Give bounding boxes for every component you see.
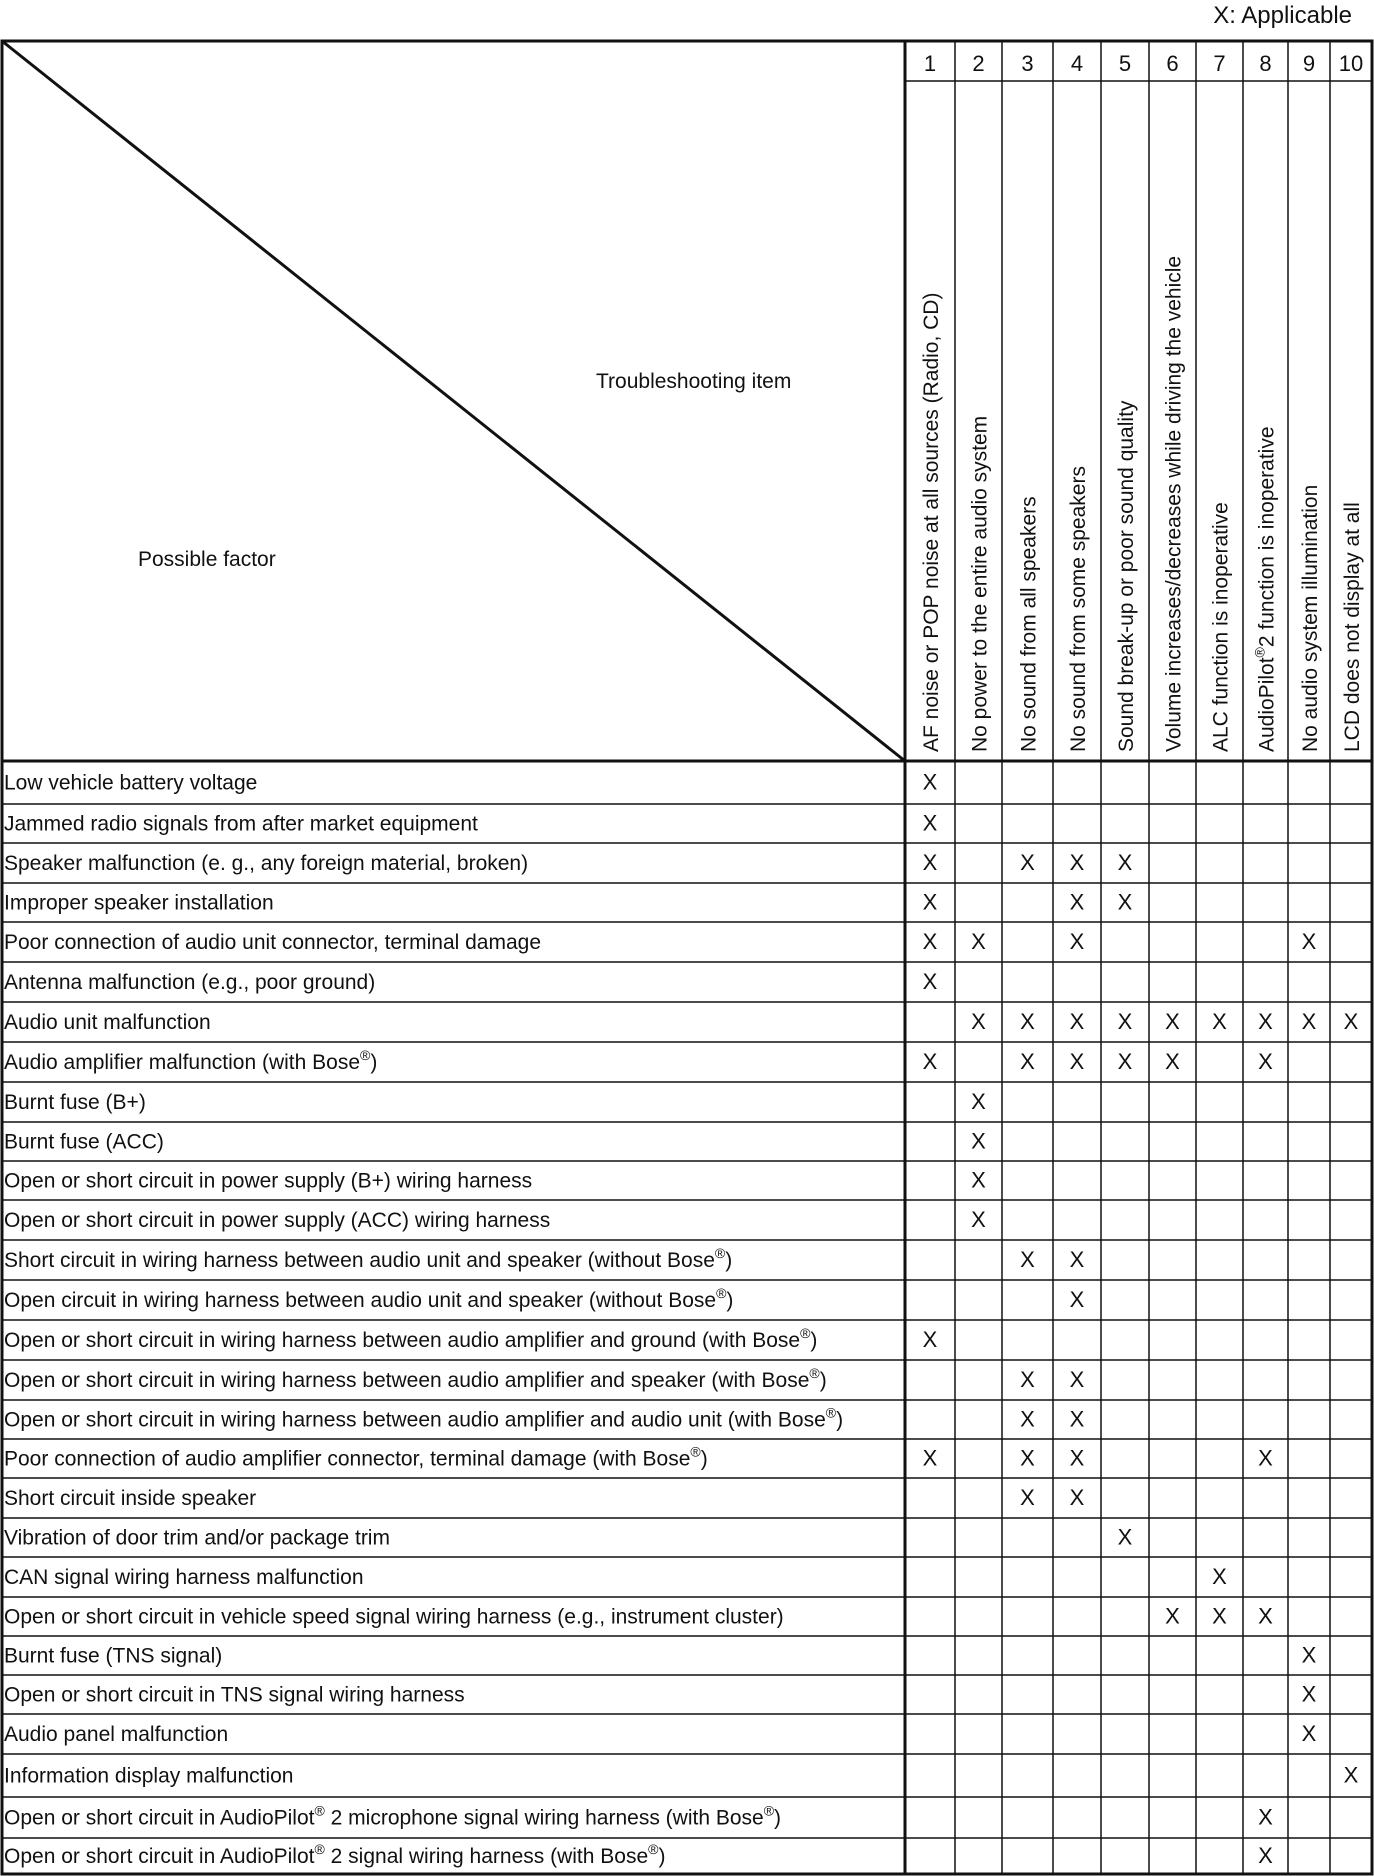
applicable-mark: X: [1069, 1247, 1085, 1272]
column-header: No power to the entire audio system: [968, 415, 992, 752]
applicable-mark: X: [1069, 1406, 1085, 1432]
column-header: AudioPilot®2 function is inoperative: [1251, 426, 1279, 752]
applicable-mark: X: [1165, 1603, 1180, 1629]
applicable-mark: X: [1258, 1804, 1273, 1830]
applicable-mark: X: [1212, 1603, 1227, 1629]
applicable-mark: X: [1117, 1524, 1133, 1550]
applicable-mark: X: [922, 1445, 938, 1471]
row-label: Open or short circuit in TNS signal wiring harness: [4, 1683, 465, 1707]
applicable-mark: X: [922, 1327, 938, 1352]
row-label: Audio amplifier malfunction (with Bose®): [4, 1047, 378, 1074]
row-label: Low vehicle battery voltage: [4, 771, 258, 795]
column-header: No sound from all speakers: [1017, 496, 1041, 752]
applicable-mark: X: [922, 810, 938, 836]
applicable-mark: X: [1165, 1049, 1180, 1074]
applicable-mark: X: [971, 1089, 986, 1114]
legend-applicable: X: Applicable: [1213, 2, 1352, 29]
applicable-mark: X: [922, 1049, 938, 1074]
applicable-mark: X: [1258, 1049, 1273, 1074]
applicable-mark: X: [1212, 1009, 1227, 1034]
applicable-mark: X: [922, 889, 938, 915]
row-label: Burnt fuse (TNS signal): [4, 1644, 223, 1668]
applicable-mark: X: [922, 850, 938, 875]
applicable-mark: X: [1117, 889, 1133, 915]
applicable-mark: X: [1020, 1367, 1035, 1392]
applicable-mark: X: [1117, 1049, 1133, 1074]
applicable-mark: X: [1069, 929, 1085, 954]
applicable-mark: X: [1301, 1009, 1317, 1034]
row-label: Audio panel malfunction: [4, 1723, 229, 1746]
row-label: Poor connection of audio amplifier connector, terminal damage (with Bose®): [4, 1443, 708, 1471]
applicable-mark: X: [1301, 1681, 1317, 1707]
row-label: Burnt fuse (B+): [4, 1091, 146, 1114]
row-label: Audio unit malfunction: [4, 1011, 211, 1034]
applicable-mark: X: [1020, 1485, 1035, 1510]
row-label: Short circuit inside speaker: [4, 1487, 257, 1510]
applicable-mark: X: [971, 1128, 986, 1154]
applicable-mark: X: [1020, 1049, 1035, 1074]
applicable-mark: X: [1117, 850, 1133, 875]
row-label: Open or short circuit in power supply (B+) wiring harness: [4, 1169, 533, 1193]
applicable-mark: X: [1020, 1445, 1035, 1471]
row-label: Open or short circuit in wiring harness between audio amplifier and audio unit (with Bose®): [4, 1404, 844, 1432]
column-number: 5: [1118, 51, 1132, 76]
applicable-mark: X: [1069, 1009, 1085, 1034]
row-label: Open or short circuit in wiring harness between audio amplifier and speaker (with Bose®): [4, 1365, 827, 1392]
corner-diagonal: [2, 41, 905, 761]
applicable-mark: X: [1301, 1721, 1317, 1746]
row-label: Antenna malfunction (e.g., poor ground): [4, 971, 376, 994]
applicable-mark: X: [1165, 1009, 1180, 1034]
applicable-mark: X: [971, 1167, 986, 1193]
applicable-mark: X: [922, 969, 938, 994]
row-label: Poor connection of audio unit connector, terminal damage: [4, 931, 542, 954]
applicable-mark: X: [1069, 850, 1085, 875]
column-number: 7: [1213, 51, 1226, 76]
applicable-mark: X: [1212, 1564, 1227, 1589]
column-header: Volume increases/decreases while driving the vehicle: [1162, 255, 1186, 752]
column-number: 9: [1302, 51, 1316, 76]
applicable-mark: X: [1020, 1406, 1035, 1432]
column-number: 8: [1259, 51, 1272, 76]
applicable-mark: X: [1069, 889, 1085, 915]
row-label: Improper speaker installation: [4, 891, 274, 915]
applicable-mark: X: [1258, 1009, 1273, 1034]
troubleshooting-item-label: Troubleshooting item: [596, 370, 792, 393]
row-label: Burnt fuse (ACC): [4, 1130, 164, 1154]
applicable-mark: X: [971, 929, 986, 954]
applicable-mark: X: [1069, 1049, 1085, 1074]
column-number: 3: [1021, 51, 1034, 76]
row-label: Speaker malfunction (e. g., any foreign material, broken): [4, 852, 529, 875]
applicable-mark: X: [1258, 1603, 1273, 1629]
row-label: Vibration of door trim and/or package trim: [4, 1526, 390, 1550]
column-number: 10: [1338, 51, 1364, 76]
column-header: No sound from some speakers: [1067, 466, 1090, 752]
column-number: 2: [972, 51, 985, 76]
column-number: 1: [923, 51, 937, 76]
row-label: Jammed radio signals from after market equipment: [4, 812, 478, 836]
row-label: CAN signal wiring harness malfunction: [4, 1566, 364, 1589]
applicable-mark: X: [1069, 1367, 1085, 1392]
applicable-mark: X: [1069, 1445, 1085, 1471]
column-number: 6: [1166, 51, 1179, 76]
row-label: Open or short circuit in wiring harness between audio amplifier and ground (with Bose®): [4, 1325, 818, 1352]
applicable-mark: X: [971, 1207, 986, 1232]
column-header: Sound break-up or poor sound quality: [1115, 400, 1138, 752]
row-label: Open or short circuit in power supply (ACC) wiring harness: [4, 1209, 551, 1232]
row-label: Open or short circuit in AudioPilot® 2 microphone signal wiring harness (with Bose®): [4, 1802, 782, 1830]
applicable-mark: X: [971, 1009, 986, 1034]
applicable-mark: X: [1117, 1009, 1133, 1034]
applicable-mark: X: [1301, 1642, 1317, 1668]
row-label: Open circuit in wiring harness between audio unit and speaker (without Bose®): [4, 1285, 734, 1312]
row-label: Open or short circuit in AudioPilot® 2 signal wiring harness (with Bose®): [4, 1841, 666, 1868]
applicable-mark: X: [1069, 1287, 1085, 1312]
applicable-mark: X: [1301, 929, 1317, 954]
applicable-mark: X: [922, 929, 938, 954]
column-header: ALC function is inoperative: [1209, 502, 1233, 752]
applicable-mark: X: [1258, 1843, 1273, 1868]
column-header: No audio system illumination: [1299, 484, 1322, 752]
applicable-mark: X: [922, 769, 938, 795]
possible-factor-label: Possible factor: [138, 548, 276, 571]
applicable-mark: X: [1069, 1485, 1085, 1510]
applicable-mark: X: [1343, 1009, 1359, 1034]
row-label: Short circuit in wiring harness between audio unit and speaker (without Bose®): [4, 1245, 733, 1272]
applicable-mark: X: [1020, 1247, 1035, 1272]
applicable-mark: X: [1258, 1445, 1273, 1471]
applicable-mark: X: [1020, 1009, 1035, 1034]
applicable-mark: X: [1020, 850, 1035, 875]
column-header: LCD does not display at all: [1341, 502, 1364, 752]
row-label: Open or short circuit in vehicle speed signal wiring harness (e.g., instrument cluster): [4, 1605, 784, 1629]
column-header: AF noise or POP noise at all sources (Radio, CD): [920, 292, 943, 752]
applicable-mark: X: [1343, 1762, 1359, 1788]
row-label: Information display malfunction: [4, 1764, 294, 1788]
column-number: 4: [1070, 51, 1084, 76]
